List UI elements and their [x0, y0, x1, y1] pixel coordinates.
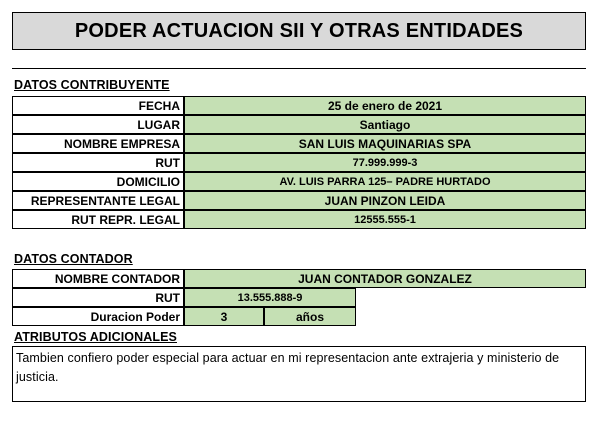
nombre-empresa-value[interactable]: SAN LUIS MAQUINARIAS SPA	[184, 134, 586, 153]
lugar-value[interactable]: Santiago	[184, 115, 586, 134]
section-label-atributos: ATRIBUTOS ADICIONALES	[14, 330, 177, 344]
domicilio-value[interactable]: AV. LUIS PARRA 125– PADRE HURTADO	[184, 172, 586, 191]
title-divider	[12, 68, 586, 69]
contador-rut-value[interactable]: 13.555.888-9	[184, 288, 356, 307]
domicilio-label: DOMICILIO	[12, 172, 184, 191]
nombre-empresa-label: NOMBRE EMPRESA	[12, 134, 184, 153]
section-label-contribuyente: DATOS CONTRIBUYENTE	[14, 78, 170, 92]
contador-rut-label: RUT	[12, 288, 184, 307]
section-label-contador: DATOS CONTADOR	[14, 252, 133, 266]
rut-label: RUT	[12, 153, 184, 172]
rut-repr-legal-value[interactable]: 12555.555-1	[184, 210, 586, 229]
lugar-label: LUGAR	[12, 115, 184, 134]
document-title: PODER ACTUACION SII Y OTRAS ENTIDADES	[12, 12, 586, 50]
atributos-text[interactable]: Tambien confiero poder especial para actuar en mi representacion ante extrajeria y ministerio de justicia.	[12, 346, 586, 402]
duracion-poder-value[interactable]: 3	[184, 307, 264, 326]
fecha-label: FECHA	[12, 96, 184, 115]
nombre-contador-value[interactable]: JUAN CONTADOR GONZALEZ	[184, 269, 586, 288]
nombre-contador-label: NOMBRE CONTADOR	[12, 269, 184, 288]
duracion-poder-label: Duracion Poder	[12, 307, 184, 326]
rut-value[interactable]: 77.999.999-3	[184, 153, 586, 172]
fecha-value[interactable]: 25 de enero de 2021	[184, 96, 586, 115]
rut-repr-legal-label: RUT REPR. LEGAL	[12, 210, 184, 229]
representante-legal-label: REPRESENTANTE LEGAL	[12, 191, 184, 210]
representante-legal-value[interactable]: JUAN PINZON LEIDA	[184, 191, 586, 210]
duracion-poder-unit: años	[264, 307, 356, 326]
